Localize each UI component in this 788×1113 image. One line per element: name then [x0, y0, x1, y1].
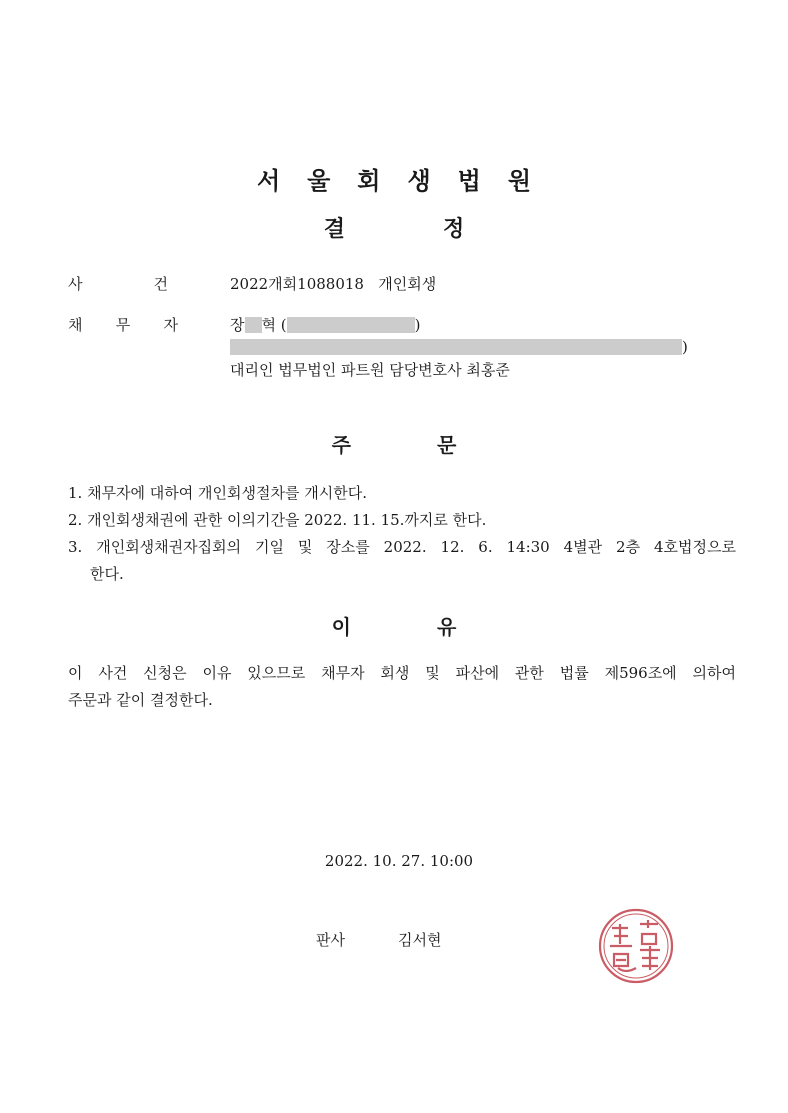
- reason-line-2: 주문과 같이 결정한다.: [68, 691, 213, 709]
- order-item-3-continued: 한다.: [90, 565, 124, 583]
- document-title-char-2: 정: [443, 217, 465, 242]
- reason-line-1: 이 사건 신청은 이유 있으므로 채무자 회생 및 파산에 관한 법률 제596조에 의하여: [68, 664, 736, 682]
- judge-seal-stamp: [596, 906, 676, 986]
- order-section-title: 주 문: [331, 433, 457, 457]
- debtor-address: ): [230, 337, 688, 357]
- order-item-2: 2. 개인회생채권에 관한 이의기간을 2022. 11. 15.까지로 한다.: [68, 511, 487, 529]
- order-items: [68, 480, 736, 588]
- redacted-name-block: [245, 317, 262, 333]
- order-item-3: 3. 개인회생채권자집회의 기일 및 장소를 2022. 12. 6. 14:30 4별관 2층 4호법정으로: [68, 538, 736, 556]
- debtor-label: 채 무 자: [68, 316, 178, 334]
- judge-title: 판사: [316, 931, 345, 949]
- decision-date: 2022. 10. 27. 10:00: [324, 852, 474, 870]
- document-title: [0, 216, 788, 244]
- judge-name: 김서현: [398, 931, 442, 949]
- court-name: 서울회생법원: [256, 167, 559, 195]
- case-label: 사 건: [68, 275, 168, 293]
- order-item-1: 1. 채무자에 대하여 개인회생절차를 개시한다.: [68, 484, 367, 502]
- reason-section-title: 이 유: [331, 615, 457, 639]
- redacted-id-block: [287, 317, 415, 333]
- debtor-name: 장 혁 ( ): [230, 316, 421, 334]
- reason-paragraph: [68, 660, 736, 714]
- debtor-agent: 대리인 법무법인 파트원 담당변호사 최홍준: [230, 361, 510, 379]
- redacted-address-block: [230, 339, 682, 355]
- document-title-char-1: 결: [323, 217, 345, 242]
- case-number: 2022개회1088018 개인회생: [230, 275, 437, 293]
